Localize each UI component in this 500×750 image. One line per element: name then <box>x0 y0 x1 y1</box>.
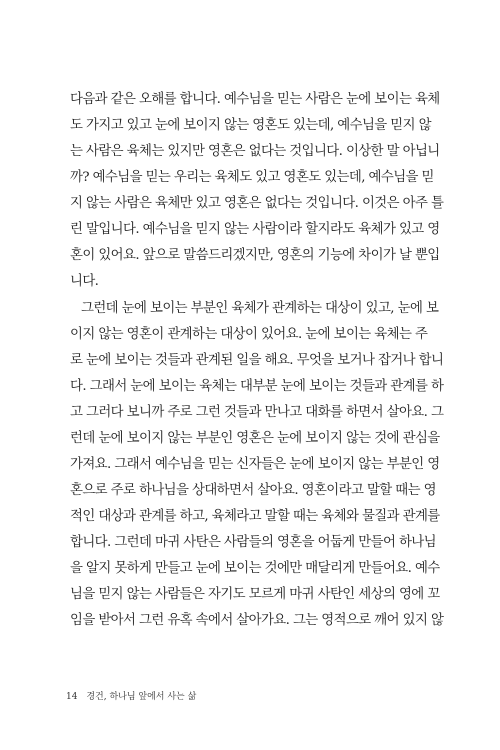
text-line: 혼이 있어요. 앞으로 말씀드리겠지만, 영혼의 기능에 차이가 날 뿐입 <box>70 248 440 263</box>
text-line: 런데 눈에 보이지 않는 부분인 영혼은 눈에 보이지 않는 것에 관심을 <box>70 431 440 446</box>
text-line: 니다. <box>70 274 99 289</box>
text-line: 혼으로 주로 하나님을 상대하면서 살아요. 영혼이라고 말할 때는 영 <box>70 483 436 498</box>
text-line: 까? 예수님을 믿는 우리는 육체도 있고 영혼도 있는데, 예수님을 믿 <box>70 170 434 185</box>
text-line: 을 알지 못하게 만들고 눈에 보이는 것에만 매달리게 만들어요. 예수 <box>70 561 440 576</box>
text-line: 로 눈에 보이는 것들과 관계된 일을 해요. 무엇을 보거나 잡거나 합니 <box>70 353 444 368</box>
paragraph-first-line: 그런데 눈에 보이는 부분인 육체가 관계하는 대상이 있고, 눈에 보 <box>81 301 439 316</box>
text-line: 다음과 같은 오해를 합니다. 예수님을 믿는 사람은 눈에 보이는 육체 <box>70 92 440 107</box>
page-footer <box>66 691 196 703</box>
text-line: 린 말입니다. 예수님을 믿지 않는 사람이라 할지라도 육체가 있고 영 <box>70 222 440 237</box>
text-line: 적인 대상과 관계를 하고, 육체라고 말할 때는 육체와 물질과 관계를 <box>70 509 440 524</box>
text-line: 다. 그래서 눈에 보이는 육체는 대부분 눈에 보이는 것들과 관계를 하 <box>70 379 444 394</box>
text-line: 가져요. 그래서 예수님을 믿는 신자들은 눈에 보이지 않는 부분인 영 <box>70 457 440 472</box>
text-line: 님을 믿지 않는 사람들은 자기도 모르게 마귀 사탄인 세상의 영에 꼬 <box>70 587 440 602</box>
text-line: 이지 않는 영혼이 관계하는 대상이 있어요. 눈에 보이는 육체는 주 <box>70 327 428 342</box>
text-line: 합니다. 그런데 마귀 사탄은 사람들의 영혼을 어둡게 만들어 하나님 <box>70 535 436 550</box>
text-line: 고 그러다 보니까 주로 그런 것들과 만나고 대화를 하면서 살아요. 그 <box>70 405 444 420</box>
text-line: 도 가지고 있고 눈에 보이지 않는 영혼도 있는데, 예수님을 믿지 않 <box>70 118 431 133</box>
text-line: 임을 받아서 그런 유혹 속에서 살아가요. 그는 영적으로 깨어 있지 않 <box>70 613 444 628</box>
text-line: 는 사람은 육체는 있지만 영혼은 없다는 것입니다. 이상한 말 아닙니 <box>70 144 440 159</box>
running-title: 경건, 하나님 앞에서 사는 삶 <box>86 692 197 702</box>
page-number: 14 <box>66 692 78 702</box>
text-line: 지 않는 사람은 육체만 있고 영혼은 없다는 것입니다. 이것은 아주 틀 <box>70 196 444 211</box>
